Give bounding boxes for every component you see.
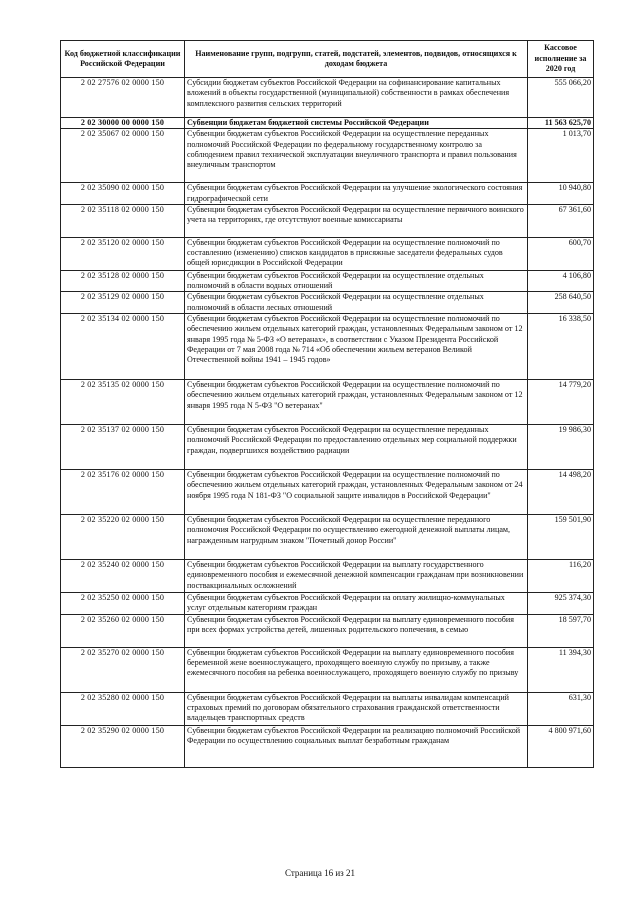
amount-cell: 116,20 (528, 560, 594, 593)
page-number: Страница 16 из 21 (285, 868, 355, 878)
amount-cell: 925 374,30 (528, 593, 594, 615)
name-cell: Субвенции бюджетам субъектов Российской Федерации на выплату единовременного пособия беременной жене военнослужащего, проходящего военную службу по призыву, а также ежемесячного пособия на ребенка военнослужащего, проходящего военную службу по призыву (185, 647, 528, 692)
name-cell: Субвенции бюджетам субъектов Российской Федерации на выплаты инвалидам компенсаций страховых премий по договорам обязательного страхования гражданской ответственности владельцев транспортных средств (185, 692, 528, 725)
code-cell: 2 02 35280 02 0000 150 (61, 692, 185, 725)
table-row (61, 270, 594, 292)
code-cell: 2 02 35118 02 0000 150 (61, 204, 185, 237)
table-row (61, 237, 594, 270)
header-name: Наименование групп, подгрупп, статей, подстатей, элементов, подвидов, относящихся к доходам бюджета (185, 41, 528, 78)
amount-cell: 10 940,80 (528, 183, 594, 205)
amount-cell: 555 066,20 (528, 78, 594, 118)
name-cell: Субвенции бюджетам субъектов Российской Федерации на улучшение экологического состояния гидрографической сети (185, 183, 528, 205)
name-cell: Субвенции бюджетам субъектов Российской Федерации на осуществление полномочий по обеспечению жильем отдельных категорий граждан, установленных Федеральным законом от 12 января 1995 года № 5-ФЗ «О ветеранах», в соответствии с Указом Президента Российской Федерации от 7 мая 2008 года № 714 «Об обеспечении жильем ветеранов Великой Отечественной войны 1941 – 1945 годов» (185, 314, 528, 380)
table-row (61, 118, 594, 129)
amount-cell: 14 779,20 (528, 380, 594, 425)
table-row (61, 425, 594, 470)
name-cell: Субвенции бюджетам субъектов Российской Федерации на осуществление полномочий по составлению (изменению) списков кандидатов в присяжные заседатели федеральных судов общей юрисдикции в Российской Федерации (185, 237, 528, 270)
amount-cell: 18 597,70 (528, 614, 594, 647)
table-row (61, 292, 594, 314)
code-cell: 2 02 35134 02 0000 150 (61, 314, 185, 380)
code-cell: 2 02 35129 02 0000 150 (61, 292, 185, 314)
amount-cell: 16 338,50 (528, 314, 594, 380)
header-code: Код бюджетной классификации Российской Федерации (61, 41, 185, 78)
name-cell: Субвенции бюджетам субъектов Российской Федерации на оплату жилищно-коммунальных услуг отдельным категориям граждан (185, 593, 528, 615)
code-cell: 2 02 30000 00 0000 150 (61, 118, 185, 129)
name-cell: Субвенции бюджетам субъектов Российской Федерации на осуществление отдельных полномочий в области лесных отношений (185, 292, 528, 314)
code-cell: 2 02 35290 02 0000 150 (61, 725, 185, 767)
name-cell: Субвенции бюджетам субъектов Российской Федерации на выплату единовременного пособия при всех формах устройства детей, лишенных родительского попечения, в семью (185, 614, 528, 647)
amount-cell: 67 361,60 (528, 204, 594, 237)
code-cell: 2 02 35176 02 0000 150 (61, 470, 185, 515)
table-row (61, 725, 594, 767)
table-row (61, 692, 594, 725)
code-cell: 2 02 35120 02 0000 150 (61, 237, 185, 270)
name-cell: Субвенции бюджетам субъектов Российской Федерации на осуществление первичного воинского учета на территориях, где отсутствуют военные комиссариаты (185, 204, 528, 237)
table-row (61, 380, 594, 425)
name-cell: Субвенции бюджетам субъектов Российской Федерации на осуществление полномочий по обеспечению жильем отдельных категорий граждан, установленных Федеральным законом от 12 января 1995 года N 5-ФЗ "О ветеранах" (185, 380, 528, 425)
name-cell: Субвенции бюджетам субъектов Российской Федерации на осуществление переданных полномочий Российской Федерации по предоставлению отдельных мер социальной поддержки граждан, подвергшихся воздействию радиации (185, 425, 528, 470)
amount-cell: 159 501,90 (528, 515, 594, 560)
table-body (61, 78, 594, 768)
header-amount: Кассовое исполнение за 2020 год (528, 41, 594, 78)
table-header-row (61, 41, 594, 78)
amount-cell: 631,30 (528, 692, 594, 725)
amount-cell: 4 106,80 (528, 270, 594, 292)
name-cell: Субвенции бюджетам субъектов Российской Федерации на выплату государственного единовременного пособия и ежемесячной денежной компенсации гражданам при возникновении поствакцинальных осложнений (185, 560, 528, 593)
code-cell: 2 02 35137 02 0000 150 (61, 425, 185, 470)
amount-cell: 14 498,20 (528, 470, 594, 515)
amount-cell: 11 563 625,70 (528, 118, 594, 129)
name-cell: Субвенции бюджетам субъектов Российской Федерации на осуществление полномочий по обеспечению жильем отдельных категорий граждан, установленных Федеральным законом от 24 ноября 1995 года N 181-ФЗ "О социальной защите инвалидов в Российской Федерации" (185, 470, 528, 515)
table-row (61, 647, 594, 692)
table-row (61, 470, 594, 515)
table-row (61, 560, 594, 593)
budget-report-page (60, 40, 593, 768)
code-cell: 2 02 35220 02 0000 150 (61, 515, 185, 560)
code-cell: 2 02 35250 02 0000 150 (61, 593, 185, 615)
amount-cell: 4 800 971,60 (528, 725, 594, 767)
code-cell: 2 02 35067 02 0000 150 (61, 129, 185, 183)
amount-cell: 11 394,30 (528, 647, 594, 692)
code-cell: 2 02 35260 02 0000 150 (61, 614, 185, 647)
amount-cell: 1 013,70 (528, 129, 594, 183)
table-row (61, 204, 594, 237)
table-row (61, 515, 594, 560)
table-row (61, 614, 594, 647)
table-row (61, 183, 594, 205)
amount-cell: 258 640,50 (528, 292, 594, 314)
code-cell: 2 02 35240 02 0000 150 (61, 560, 185, 593)
code-cell: 2 02 35090 02 0000 150 (61, 183, 185, 205)
name-cell: Субвенции бюджетам субъектов Российской Федерации на осуществление переданного полномочия Российской Федерации по осуществлению ежегодной денежной выплаты лицам, награжденным нагрудным знаком "Почетный донор России" (185, 515, 528, 560)
table-row (61, 314, 594, 380)
table-row (61, 593, 594, 615)
name-cell: Субвенции бюджетам субъектов Российской Федерации на реализацию полномочий Российской Федерации по осуществлению социальных выплат безработным гражданам (185, 725, 528, 767)
amount-cell: 600,70 (528, 237, 594, 270)
revenue-table (60, 40, 594, 768)
table-row (61, 78, 594, 118)
amount-cell: 19 986,30 (528, 425, 594, 470)
name-cell: Субвенции бюджетам субъектов Российской Федерации на осуществление отдельных полномочий в области водных отношений (185, 270, 528, 292)
code-cell: 2 02 35135 02 0000 150 (61, 380, 185, 425)
table-row (61, 129, 594, 183)
code-cell: 2 02 27576 02 0000 150 (61, 78, 185, 118)
code-cell: 2 02 35270 02 0000 150 (61, 647, 185, 692)
name-cell: Субвенции бюджетам бюджетной системы Российской Федерации (185, 118, 528, 129)
name-cell: Субсидии бюджетам субъектов Российской Федерации на софинансирование капитальных вложений в объекты государственной (муниципальной) собственности в рамках обеспечения комплексного развития сельских территорий (185, 78, 528, 118)
code-cell: 2 02 35128 02 0000 150 (61, 270, 185, 292)
name-cell: Субвенции бюджетам субъектов Российской Федерации на осуществление переданных полномочий Российской Федерации по федеральному государственному контролю за соблюдением правил технической эксплуатации внеуличного транспорта и правил пользования внеуличным транспортом (185, 129, 528, 183)
